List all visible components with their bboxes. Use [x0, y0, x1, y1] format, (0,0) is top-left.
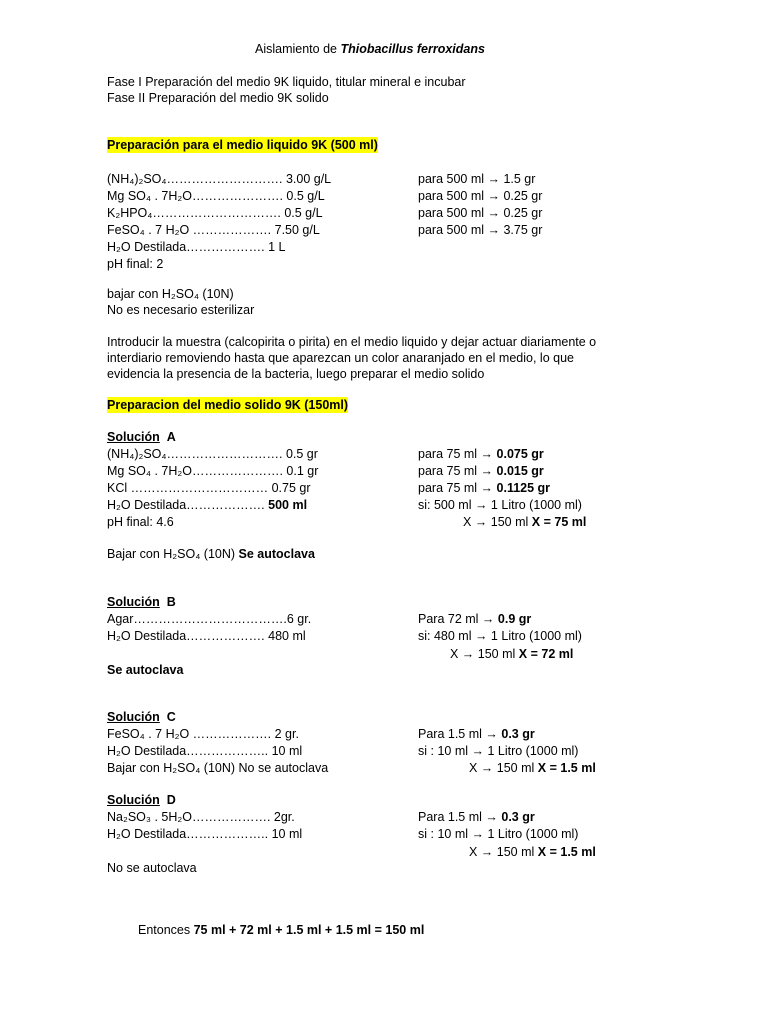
solution-d-water: H₂O Destilada……………….. 10 ml [107, 827, 303, 841]
solution-d-autoclave: No se autoclava [107, 861, 197, 875]
solid-heading-text: Preparacion del medio solido 9K (150ml) [107, 398, 349, 412]
solution-b-x: X → 150 ml X = 72 ml [450, 647, 574, 661]
solution-c-row-left: FeSO₄ . 7 H₂O ………………. 2 gr. [107, 727, 299, 741]
document-title [255, 42, 485, 57]
solution-letter: A [166, 430, 176, 444]
solution-b-agar: Agar……………………………….6 gr. [107, 612, 312, 626]
liquid-sterile-note: No es necesario esterilizar [107, 303, 255, 317]
solution-label: Solución [107, 595, 160, 609]
total-sum: 75 ml + 72 ml + 1.5 ml + 1.5 ml = 150 ml [193, 923, 425, 937]
solution-b-heading [107, 595, 176, 610]
solution-b-water-right: si: 480 ml → 1 Litro (1000 ml) [418, 629, 582, 643]
solution-c-heading [107, 710, 176, 725]
liquid-paragraph-line: evidencia la presencia de la bacteria, luego preparar el medio solido [107, 367, 485, 381]
solution-c-row-right: Para 1.5 ml → 0.3 gr [418, 727, 535, 741]
liquid-row-right: para 500 ml → 0.25 gr [418, 189, 543, 203]
solution-d-row-left: Na₂SO₃ . 5H₂O………………. 2gr. [107, 810, 295, 824]
solution-a-x: X → 150 ml X = 75 ml [463, 515, 587, 529]
solution-c-water: H₂O Destilada……………….. 10 ml [107, 744, 303, 758]
solution-label: Solución [107, 793, 160, 807]
liquid-acid: bajar con H₂SO₄ (10N) [107, 287, 234, 301]
solution-a-row-left: KCl …………………………… 0.75 gr [107, 481, 311, 495]
solution-letter: D [166, 793, 176, 807]
solution-d-heading [107, 793, 176, 808]
solution-a-row-right: para 75 ml → 0.075 gr [418, 447, 544, 461]
solution-c-x: X → 150 ml X = 1.5 ml [469, 761, 596, 775]
liquid-row-left: (NH₄)₂SO₄………………………. 3.00 g/L [107, 172, 332, 186]
solution-a-ph: pH final: 4.6 [107, 515, 174, 529]
solution-a-acid: Bajar con H₂SO₄ (10N) Se autoclava [107, 547, 315, 561]
solution-label: Solución [107, 710, 160, 724]
solution-a-heading [107, 430, 176, 445]
liquid-paragraph-line: Introducir la muestra (calcopirita o pirita) en el medio liquido y dejar actuar diariamente o [107, 335, 597, 349]
solution-a-row-left: (NH₄)₂SO₄………………………. 0.5 gr [107, 447, 318, 461]
liquid-ph: pH final: 2 [107, 257, 164, 271]
solution-a-row-right: para 75 ml → 0.015 gr [418, 464, 544, 478]
liquid-row-left: K₂HPO₄…………………………. 0.5 g/L [107, 206, 323, 220]
liquid-paragraph-line: interdiario removiendo hasta que aparezcan un color anaranjado en el medio, lo que [107, 351, 574, 365]
liquid-row-left: Mg SO₄ . 7H₂O…………………. 0.5 g/L [107, 189, 325, 203]
solution-d-x: X → 150 ml X = 1.5 ml [469, 845, 596, 859]
total-prefix: Entonces [138, 923, 194, 937]
phase-1: Fase I Preparación del medio 9K liquido, titular mineral e incubar [107, 75, 466, 89]
phase-2: Fase II Preparación del medio 9K solido [107, 91, 329, 105]
solution-a-row-left: Mg SO₄ . 7H₂O…………………. 0.1 gr [107, 464, 319, 478]
title-organism: Thiobacillus ferroxidans [340, 42, 485, 56]
solution-d-water-right: si : 10 ml → 1 Litro (1000 ml) [418, 827, 579, 841]
title-prefix: Aislamiento de [255, 42, 341, 56]
solution-letter: B [166, 595, 176, 609]
solution-c-water-right: si : 10 ml → 1 Litro (1000 ml) [418, 744, 579, 758]
liquid-water: H₂O Destilada………………. 1 L [107, 240, 286, 254]
solution-label: Solución [107, 430, 160, 444]
solution-letter: C [166, 710, 176, 724]
solution-a-row-right: para 75 ml → 0.1125 gr [418, 481, 551, 495]
liquid-row-right: para 500 ml → 3.75 gr [418, 223, 543, 237]
solution-c-acid: Bajar con H₂SO₄ (10N) No se autoclava [107, 761, 329, 775]
solid-heading [107, 398, 348, 413]
liquid-heading-text: Preparación para el medio liquido 9K (500 ml) [107, 138, 378, 152]
liquid-row-right: para 500 ml → 1.5 gr [418, 172, 536, 186]
total-line [138, 923, 424, 938]
liquid-row-right: para 500 ml → 0.25 gr [418, 206, 543, 220]
solution-d-row-right: Para 1.5 ml → 0.3 gr [418, 810, 535, 824]
solution-b-water: H₂O Destilada………………. 480 ml [107, 629, 306, 643]
liquid-heading [107, 138, 378, 153]
solution-b-autoclave: Se autoclava [107, 663, 184, 677]
liquid-row-left: FeSO₄ . 7 H₂O ………………. 7.50 g/L [107, 223, 320, 237]
solution-b-agar-right: Para 72 ml → 0.9 gr [418, 612, 532, 626]
solution-a-water-right: si: 500 ml → 1 Litro (1000 ml) [418, 498, 582, 512]
solution-a-water: H₂O Destilada………………. 500 ml [107, 498, 308, 512]
